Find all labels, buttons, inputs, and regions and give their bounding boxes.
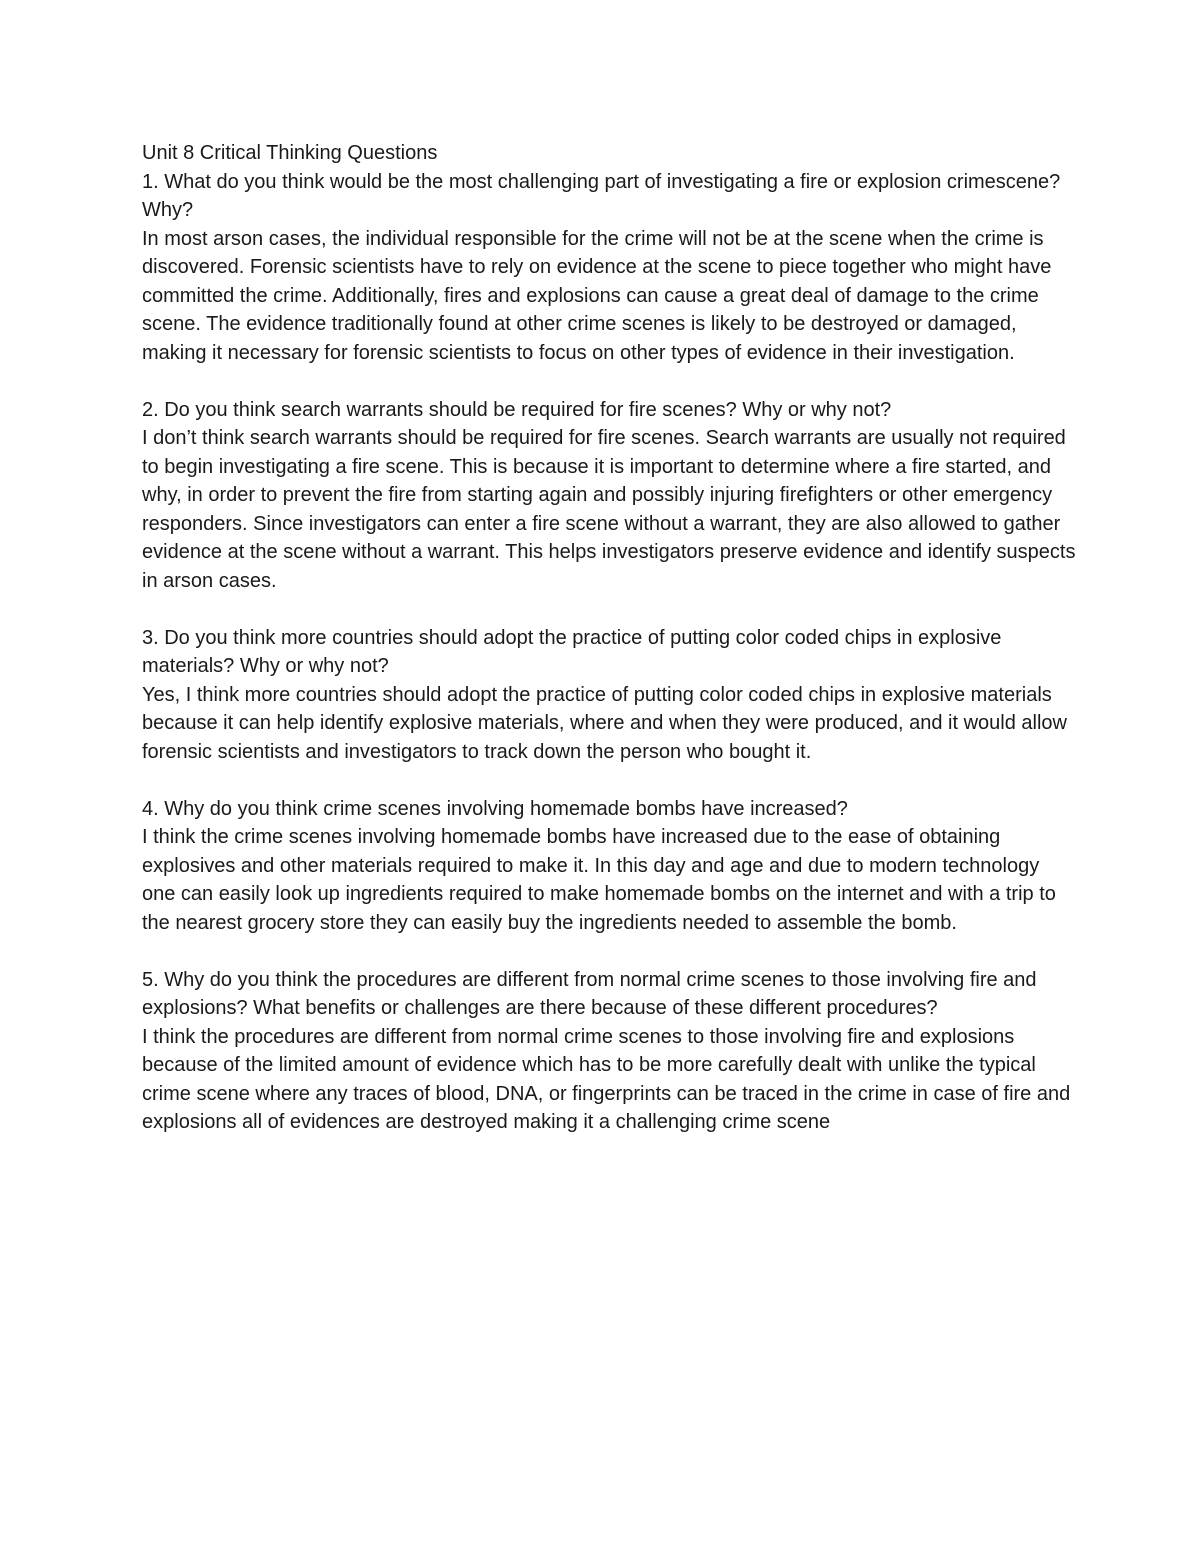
- question-5: 5. Why do you think the procedures are different from normal crime scenes to those involving fire and explosions? What benefits or challenges are there because of these different procedures?: [142, 968, 1037, 1019]
- answer-5: I think the procedures are different from normal crime scenes to those involving fire and explosions because of the limited amount of evidence which has to be more carefully dealt with unlike the typical crime scene where any traces of blood, DNA, or fingerprints can be traced in the crime in case of fire and explosions all of evidences are destroyed making it a challenging crime scene: [142, 1025, 1071, 1133]
- paragraph-spacer: [142, 595, 1077, 624]
- document-title: Unit 8 Critical Thinking Questions: [142, 142, 438, 164]
- answer-4: I think the crime scenes involving homemade bombs have increased due to the ease of obtaining explosives and other materials required to make it. In this day and age and due to modern technology one can easily look up ingredients required to make homemade bombs on the internet and with a trip to the nearest grocery store they can easily buy the ingredients needed to assemble the bomb.: [142, 826, 1056, 934]
- answer-1: In most arson cases, the individual responsible for the crime will not be at the scene when the crime is discovered. Forensic scientists have to rely on evidence at the scene to piece together who might have committed the crime. Additionally, fires and explosions can cause a great deal of damage to the crime scene. The evidence traditionally found at other crime scenes is likely to be destroyed or damaged, making it necessary for forensic scientists to focus on other types of evidence in their investigation.: [142, 227, 1052, 364]
- paragraph-spacer: [142, 766, 1077, 795]
- answer-2: I don’t think search warrants should be required for fire scenes. Search warrants are usually not required to begin investigating a fire scene. This is because it is important to determine where a fire started, and why, in order to prevent the fire from starting again and possibly injuring firefighters or other emergency responders. Since investigators can enter a fire scene without a warrant, they are also allowed to gather evidence at the scene without a warrant. This helps investigators preserve evidence and identify suspects in arson cases.: [142, 427, 1076, 592]
- paragraph-spacer: [142, 367, 1077, 396]
- answer-3: Yes, I think more countries should adopt the practice of putting color coded chips in explosive materials because it can help identify explosive materials, where and when they were produced, and it would allow forensic scientists and investigators to track down the person who bought it.: [142, 683, 1067, 763]
- document-body: [142, 139, 1077, 1137]
- question-2: 2. Do you think search warrants should be required for fire scenes? Why or why not?: [142, 398, 892, 421]
- question-1: 1. What do you think would be the most challenging part of investigating a fire or explosion crimescene? Why?: [142, 170, 1061, 221]
- paragraph-spacer: [142, 937, 1077, 966]
- question-3: 3. Do you think more countries should adopt the practice of putting color coded chips in explosive materials? Why or why not?: [142, 626, 1002, 677]
- question-4: 4. Why do you think crime scenes involving homemade bombs have increased?: [142, 797, 848, 820]
